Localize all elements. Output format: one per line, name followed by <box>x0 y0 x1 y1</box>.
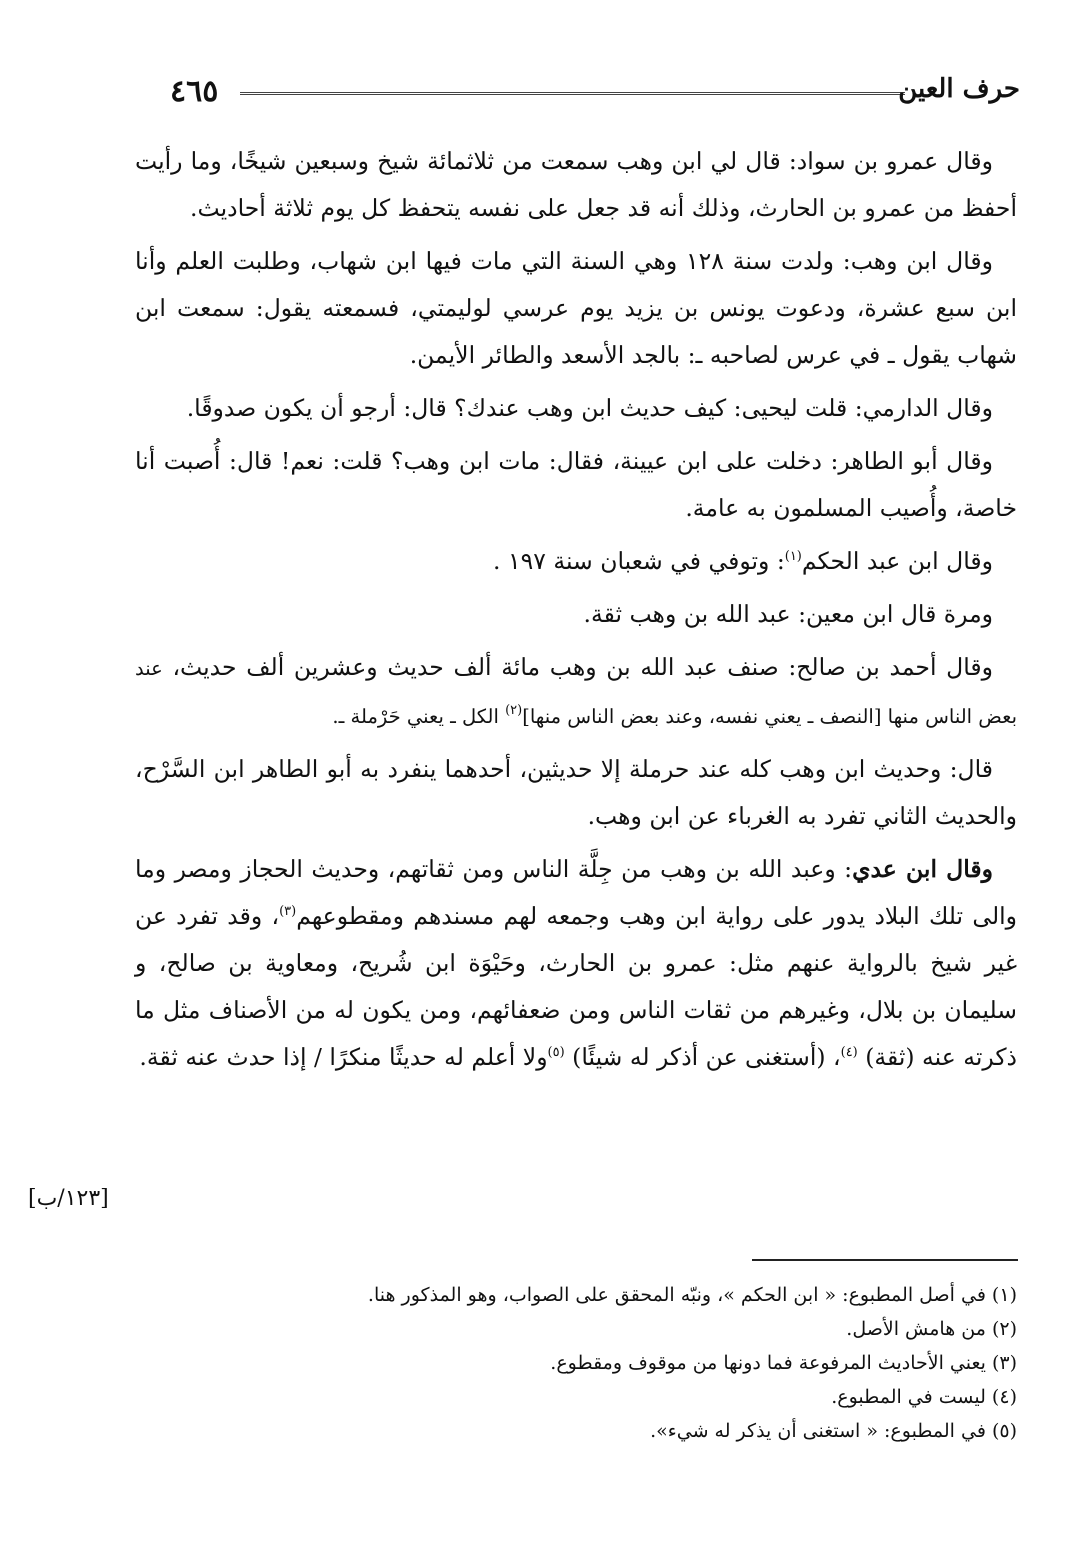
paragraph-small-text: عند بعض الناس منها [النصف ـ يعني نفسه، وعند بعض الناس منها] <box>135 657 1017 728</box>
footnote-1: (١) في أصل المطبوع: « ابن الحكم »، ونبّه المحقق على الصواب، وهو المذكور هنا. <box>367 1284 1017 1306</box>
footnote-3: (٣) يعني الأحاديث المرفوعة فما دونها من موقوف ومقطوع. <box>550 1352 1017 1374</box>
paragraph-ibn-adi <box>135 846 1017 1081</box>
paragraph-text: : وعبد الله بن وهب من جِلَّة الناس ومن ثقاتهم، وحديث الحجاز ومصر وما والى تلك البلاد يدور على رواية ابن وهب وجمعه لهم مسندهم ومقطوعهم <box>135 855 1017 930</box>
paragraph-small-text: الكل ـ يعني حَرْملة ـ. <box>332 705 506 728</box>
paragraph-text: وقال ابن عبد الحكم <box>801 547 993 575</box>
paragraph-darimi: وقال الدارمي: قلت ليحيى: كيف حديث ابن وهب عندك؟ قال: أرجو أن يكون صدوقًا. <box>186 394 993 422</box>
footnotes <box>200 1278 1017 1448</box>
footnote-divider <box>752 1259 1018 1261</box>
footnote-2: (٢) من هامش الأصل. <box>846 1318 1017 1340</box>
footnote-5: (٥) في المطبوع: « استغنى أن يذكر له شيء». <box>650 1420 1017 1442</box>
manuscript-folio-note: [١٢٣/ب] <box>28 1186 109 1211</box>
footnote-marker: (١) <box>784 549 802 565</box>
header-rule <box>240 92 905 95</box>
paragraph-text: ، وقد تفرد عن غير شيخ بالرواية عنهم مثل: عمرو بن الحارث، وحَيْوَة ابن شُريح، ومعاوية بن صالح، و سليمان بن بلال، وغيرهم من ثقات الناس ومن ضعفائهم، ومن يكون له من الأصناف مثل ما ذكرته عنه (ثقة) <box>135 902 1017 1071</box>
footnote-marker: (٢) <box>505 703 523 719</box>
paragraph-text: : وتوفي في شعبان سنة ١٩٧ . <box>493 547 785 575</box>
footnote-marker: (٥) <box>547 1045 565 1061</box>
paragraph-ibn-abd-al-hakam <box>135 538 1017 585</box>
footnote-marker: (٤) <box>840 1045 858 1061</box>
chapter-title: حرف العين <box>898 74 1020 104</box>
footnote-4: (٤) ليست في المطبوع. <box>831 1386 1017 1408</box>
paragraph-amr-ibn-sawad: وقال عمرو بن سواد: قال لي ابن وهب سمعت من ثلاثمائة شيخ وسبعين شيخًا، وما رأيت أحفظ من عمرو بن الحارث، وذلك أنه قد جعل على نفسه يتحفظ كل يوم ثلاثة أحاديث. <box>135 147 1017 222</box>
paragraph-ahmad-ibn-salih <box>135 644 1017 740</box>
paragraph-text: ، (أستغنى عن أذكر له شيئًا) <box>564 1043 841 1071</box>
page-number: ٤٦٥ <box>170 74 219 109</box>
page-header <box>160 70 1020 110</box>
paragraph-text: ولا أعلم له حديثًا منكرًا / إذا حدث عنه ثقة. <box>139 1043 548 1071</box>
paragraph-ibn-main: ومرة قال ابن معين: عبد الله بن وهب ثقة. <box>583 600 993 628</box>
paragraph-ibn-wahb-birth: وقال ابن وهب: ولدت سنة ١٢٨ وهي السنة التي مات فيها ابن شهاب، وطلبت العلم وأنا ابن سبع عشرة، ودعوت يونس بن يزيد يوم عرسي لوليمتي، فسمعته يقول: سمعت ابن شهاب يقول ـ في عرس لصاحبه ـ: بالجد الأسعد والطائر الأيمن. <box>135 247 1017 369</box>
paragraph-harmala: قال: وحديث ابن وهب كله عند حرملة إلا حديثين، أحدهما ينفرد به أبو الطاهر ابن السَّرْح، والحديث الثاني تفرد به الغرباء عن ابن وهب. <box>135 755 1017 830</box>
main-text <box>135 138 1017 1087</box>
footnote-marker: (٣) <box>279 904 297 920</box>
paragraph-abu-tahir: وقال أبو الطاهر: دخلت على ابن عيينة، فقال: مات ابن وهب؟ قلت: نعم! قال: أُصبت أنا خاصة، وأُصيب المسلمون به عامة. <box>135 447 1017 522</box>
paragraph-text: وقال أحمد بن صالح: صنف عبد الله بن وهب مائة ألف حديث وعشرين ألف حديث، <box>162 653 993 681</box>
paragraph-lead: وقال ابن عدي <box>852 855 993 883</box>
